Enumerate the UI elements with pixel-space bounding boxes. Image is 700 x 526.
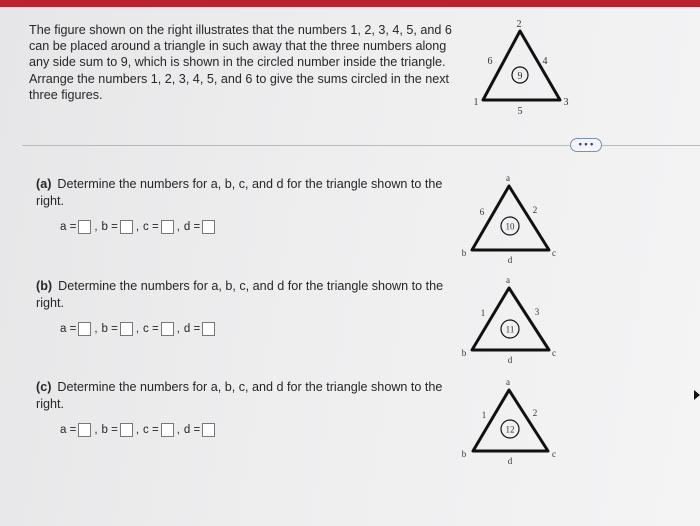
triangle-shape: [483, 31, 560, 100]
problem-intro-text: The figure shown on the right illustrates that the numbers 1, 2, 3, 4, 5, and 6 can be placed around a triangle in such away that the three numbers along any side sum to 9, which is shown in the circled number inside the triangle. Arrange the numbers 1, 2, 3, 4, 5, and 6 to give the sums circled in the next three figures.: [29, 23, 452, 102]
fig-label-bottom-left: b: [461, 449, 467, 459]
fig-label-bottom-left: 1: [473, 97, 479, 108]
fig-label-bottom: d: [507, 456, 513, 466]
fig-label-top: 2: [516, 19, 522, 30]
fig-label-top: a: [506, 173, 510, 183]
fig-sum: 11: [505, 324, 515, 335]
fig-label-right: 3: [534, 307, 540, 317]
part-c-question: Determine the numbers for a, b, c, and d for the triangle shown to the right.: [36, 380, 443, 411]
var-a-label: a =: [60, 323, 77, 335]
var-b-label: b =: [101, 323, 118, 335]
triangle-shape: [472, 186, 549, 250]
fig-label-bottom-right: c: [552, 248, 556, 258]
fig-sum: 10: [505, 221, 515, 232]
part-c-answers: a = , b = , c = , d =: [60, 422, 446, 439]
fig-label-left: 6: [487, 56, 493, 67]
fig-label-bottom-left: b: [461, 248, 467, 258]
fig-label-bottom: 5: [517, 106, 523, 117]
triangle-figure-b: [455, 272, 565, 370]
answer-b-input[interactable]: [120, 322, 133, 336]
fig-sum: 9: [517, 71, 523, 82]
part-a-label: (a): [36, 177, 52, 191]
var-c-label: c =: [143, 221, 159, 233]
fig-label-bottom: d: [507, 255, 513, 265]
answer-c-input[interactable]: [161, 423, 174, 437]
answer-d-input[interactable]: [202, 322, 215, 336]
var-d-label: d =: [183, 323, 201, 335]
fig-label-right: 4: [542, 56, 548, 67]
part-b-label: (b): [36, 279, 53, 293]
var-a-label: a =: [60, 221, 77, 233]
fig-label-bottom-right: 3: [563, 97, 569, 108]
part-b-question: Determine the numbers for a, b, c, and d for the triangle shown to the right.: [36, 279, 444, 310]
part-a-question: Determine the numbers for a, b, c, and d for the triangle shown to the right.: [36, 177, 443, 208]
answer-d-input[interactable]: [202, 220, 215, 234]
fig-label-right: 2: [532, 408, 538, 418]
fig-label-right: 2: [532, 205, 538, 215]
answer-a-input[interactable]: [78, 423, 91, 437]
answer-b-input[interactable]: [120, 423, 133, 437]
var-c-label: c =: [143, 323, 159, 335]
part-b: [36, 278, 446, 338]
part-c-label: (c): [36, 380, 52, 394]
example-triangle-figure: [470, 14, 575, 124]
expand-more-button[interactable]: • • •: [570, 138, 602, 152]
answer-a-input[interactable]: [78, 220, 91, 234]
part-a-answers: a = , b = , c = , d =: [60, 219, 446, 236]
var-c-label: c =: [143, 424, 159, 436]
answer-d-input[interactable]: [202, 423, 215, 437]
fig-label-left: 6: [479, 207, 485, 217]
part-c: [36, 379, 446, 439]
answer-c-input[interactable]: [161, 322, 174, 336]
var-b-label: b =: [101, 424, 118, 436]
answer-a-input[interactable]: [78, 322, 91, 336]
fig-label-bottom-left: b: [461, 348, 467, 358]
triangle-figure-c: [455, 374, 565, 472]
var-d-label: d =: [183, 424, 201, 436]
triangle-shape: [472, 288, 549, 350]
answer-c-input[interactable]: [161, 220, 174, 234]
fig-label-bottom: d: [507, 355, 513, 365]
answer-b-input[interactable]: [120, 220, 133, 234]
var-b-label: b =: [101, 221, 118, 233]
fig-label-left: 1: [480, 308, 486, 318]
var-d-label: d =: [183, 221, 201, 233]
fig-label-bottom-right: c: [552, 348, 556, 358]
fig-label-top: a: [506, 377, 510, 387]
top-accent-bar: [0, 0, 700, 7]
fig-label-top: a: [506, 275, 510, 285]
fig-label-bottom-right: c: [552, 449, 556, 459]
var-a-label: a =: [60, 424, 77, 436]
fig-label-left: 1: [481, 410, 487, 420]
triangle-figure-a: [455, 170, 565, 270]
part-a: [36, 176, 446, 236]
fig-sum: 12: [505, 424, 515, 435]
cursor-arrow-icon: [694, 390, 700, 400]
part-b-answers: a = , b = , c = , d =: [60, 321, 446, 338]
